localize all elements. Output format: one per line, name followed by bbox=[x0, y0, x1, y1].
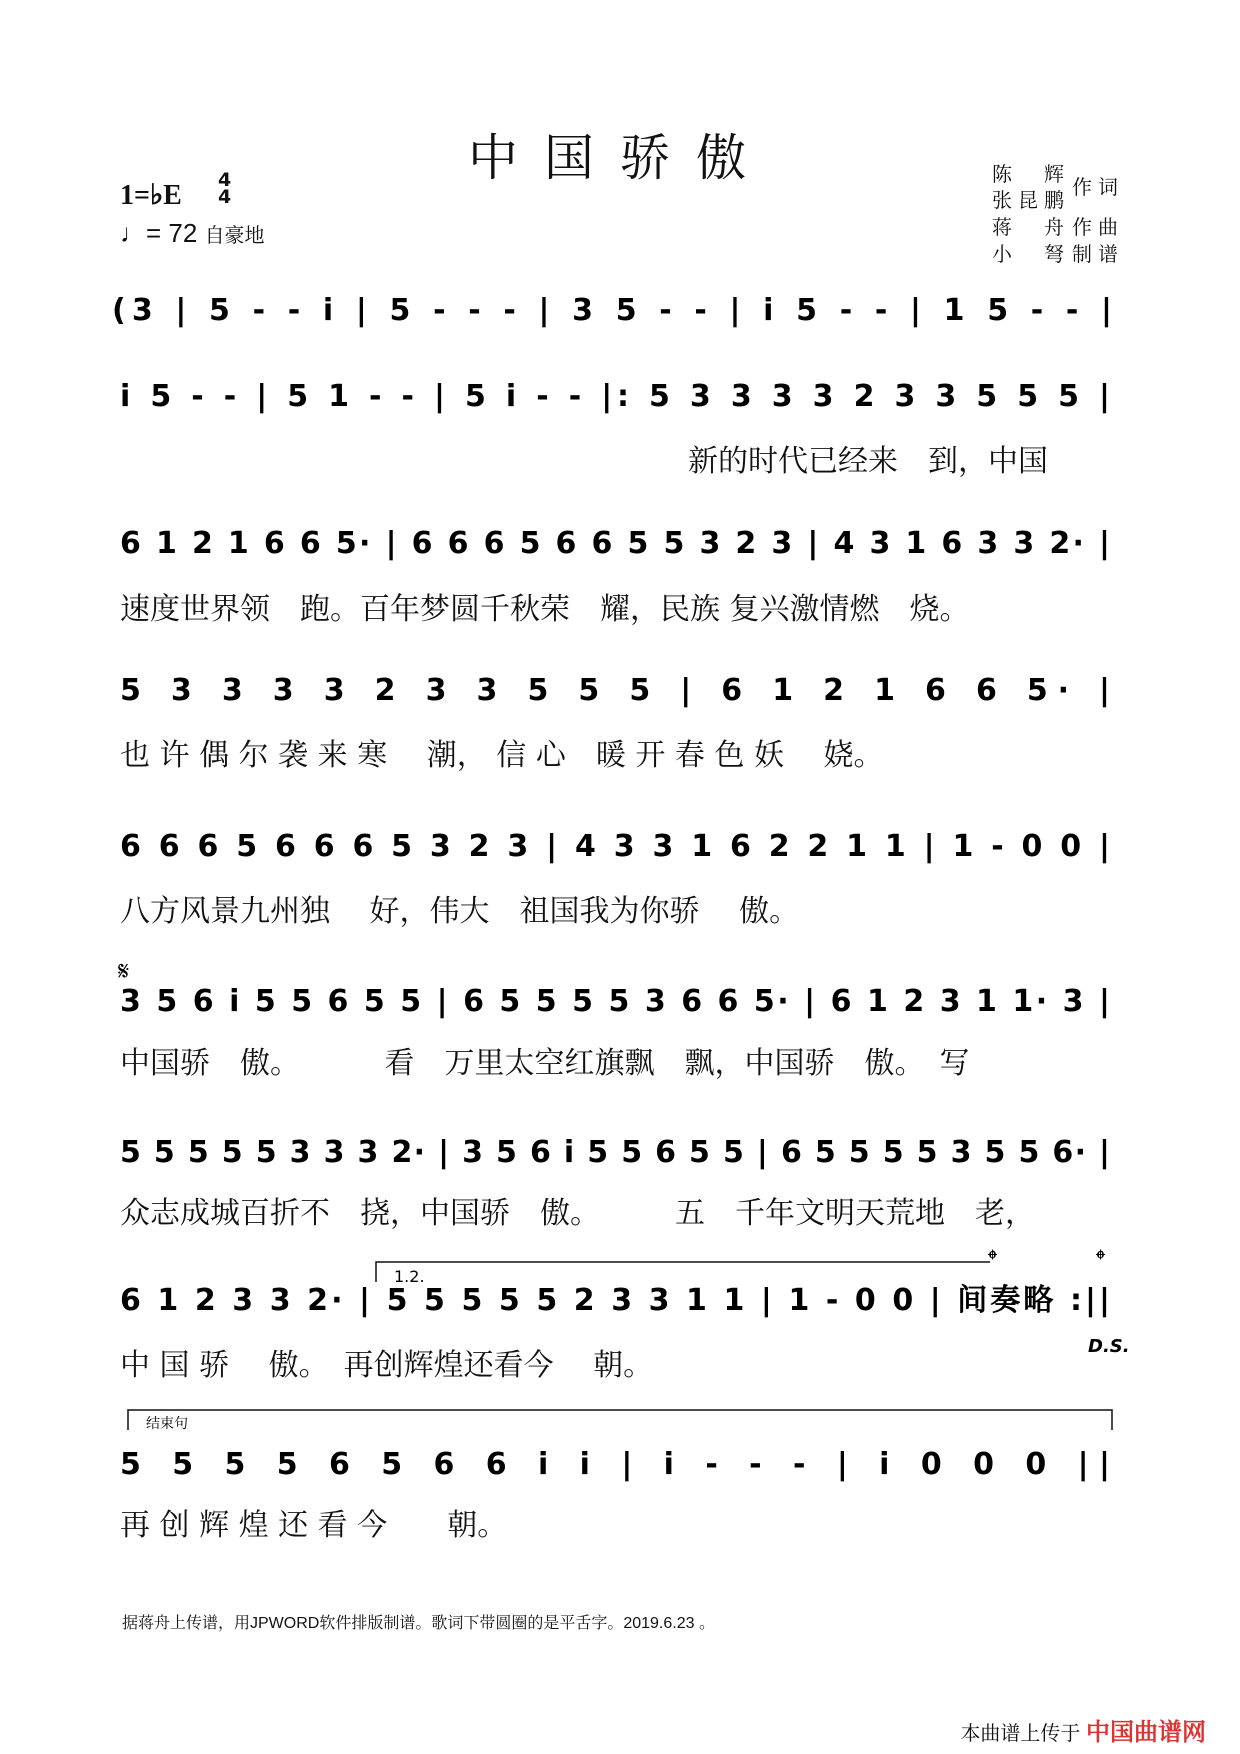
tempo-value: = 72 bbox=[146, 218, 198, 248]
score-line-4 bbox=[120, 673, 1110, 708]
lyrics-line-5: 八方风景九州独 好，伟大 祖国我为你骄 傲。 bbox=[120, 894, 800, 929]
ds-marking: D.S. bbox=[1088, 1336, 1130, 1357]
lyrics-line-6: 中国骄 傲。 看 万里太空红旗飘 飘，中国骄 傲。 写 bbox=[120, 1046, 970, 1081]
credit-arranger: 小 弩 bbox=[992, 242, 1070, 266]
credit-role-arranger: 制谱 bbox=[1072, 242, 1124, 266]
lyrics-line-7: 众志成城百折不 挠，中国骄 傲。 五 千年文明天荒地 老， bbox=[120, 1196, 1035, 1231]
quarter-note-icon: ♩ bbox=[120, 218, 146, 248]
credit-role-music: 作曲 bbox=[1072, 215, 1124, 239]
notes-line-1: (3 | 5 - - i | 5 - - - | 3 5 - - | i 5 - - | 1 5 - - | bbox=[112, 293, 1112, 328]
notes-line-7: 5 5 5 5 5 3 3 3 2· | 3 5 6 i 5 5 6 5 5 | 6 5 5 5 5 3 5 5 6· | bbox=[120, 1135, 1110, 1170]
time-signature-top: 4 bbox=[218, 169, 232, 191]
credit-composer: 蒋 舟 bbox=[992, 215, 1070, 239]
footer-text: 本曲谱上传于 bbox=[960, 1723, 1081, 1745]
notes-line-2: i 5 - - | 5 1 - - | 5 i - - |: 5 3 3 3 3 2 3 3 5 5 5 | bbox=[120, 379, 1110, 414]
lyrics-line-2: 新的时代已经来 到，中国 bbox=[688, 444, 1048, 479]
ending-label: 结束句 bbox=[146, 1416, 188, 1432]
score-line-1 bbox=[112, 293, 1112, 328]
volta-label: 1.2. bbox=[394, 1267, 425, 1286]
footer-site-link[interactable]: 中国曲谱网 bbox=[1086, 1719, 1206, 1746]
score-line-2 bbox=[120, 379, 1110, 414]
notes-line-4: 5 3 3 3 3 2 3 3 5 5 5 | 6 1 2 1 6 6 5· | bbox=[120, 673, 1111, 708]
coda-sign-2: 𝄌 bbox=[1096, 1245, 1105, 1275]
footer bbox=[960, 1712, 1206, 1747]
credit-lyricist-1: 陈 辉 bbox=[992, 162, 1070, 186]
score-line-7 bbox=[120, 1135, 1110, 1170]
ending-bracket bbox=[128, 1410, 1112, 1430]
credit-role-lyrics: 作词 bbox=[1072, 175, 1124, 199]
notes-line-6: 3 5 6 i 5 5 6 5 5 | 6 5 5 5 5 3 6 6 5· | 6 1 2 3 1 1· 3 | bbox=[120, 984, 1110, 1019]
lyrics-line-3: 速度世界领 跑。百年梦圆千秋荣 耀，民族 复兴激情燃 烧。 bbox=[120, 592, 970, 627]
key-signature: 1=♭E bbox=[120, 180, 182, 211]
notes-line-3: 6 1 2 1 6 6 5· | 6 6 6 5 6 6 5 5 3 2 3 | 4 3 1 6 3 3 2· | bbox=[120, 526, 1110, 561]
notes-line-9: 5 5 5 5 6 5 6 6 i i | i - - - | i 0 0 0 || bbox=[120, 1447, 1111, 1482]
score-line-5 bbox=[120, 829, 1110, 864]
caption: 据蒋舟上传谱，用JPWORD软件排版制谱。歌词下带圆圈的是平舌字。2019.6.23 。 bbox=[122, 1615, 715, 1632]
coda-sign-1: 𝄌 bbox=[988, 1245, 997, 1275]
time-signature-bottom: 4 bbox=[218, 186, 232, 208]
score-line-3 bbox=[120, 526, 1110, 561]
score-line-6 bbox=[120, 984, 1110, 1019]
page-title: 中国骄傲 bbox=[468, 129, 772, 187]
score-line-9 bbox=[120, 1447, 1110, 1482]
notes-line-8: 6 1 2 3 3 2· | 5 5 5 5 5 2 3 3 1 1 | 1 - 0 0 | 间奏略 :|| bbox=[120, 1283, 1110, 1318]
notes-line-5: 6 6 6 5 6 6 6 5 3 2 3 | 4 3 3 1 6 2 2 1 1 | 1 - 0 0 | bbox=[120, 829, 1110, 864]
volta-bracket bbox=[376, 1262, 990, 1282]
score-line-8 bbox=[120, 1283, 1110, 1318]
tempo-mood: 自豪地 bbox=[204, 225, 265, 247]
lyrics-line-9: 再 创 辉 煌 还 看 今 朝。 bbox=[120, 1508, 508, 1543]
lyrics-line-4: 也 许 偶 尔 袭 来 寒 潮， 信 心 暖 开 春 色 妖 娆。 bbox=[120, 738, 884, 773]
segno-sign: 𝄋 bbox=[118, 957, 130, 987]
lyrics-line-8: 中 国 骄 傲。 再创辉煌还看今 朝。 bbox=[120, 1348, 654, 1383]
credit-lyricist-2: 张昆鹏 bbox=[992, 188, 1070, 212]
